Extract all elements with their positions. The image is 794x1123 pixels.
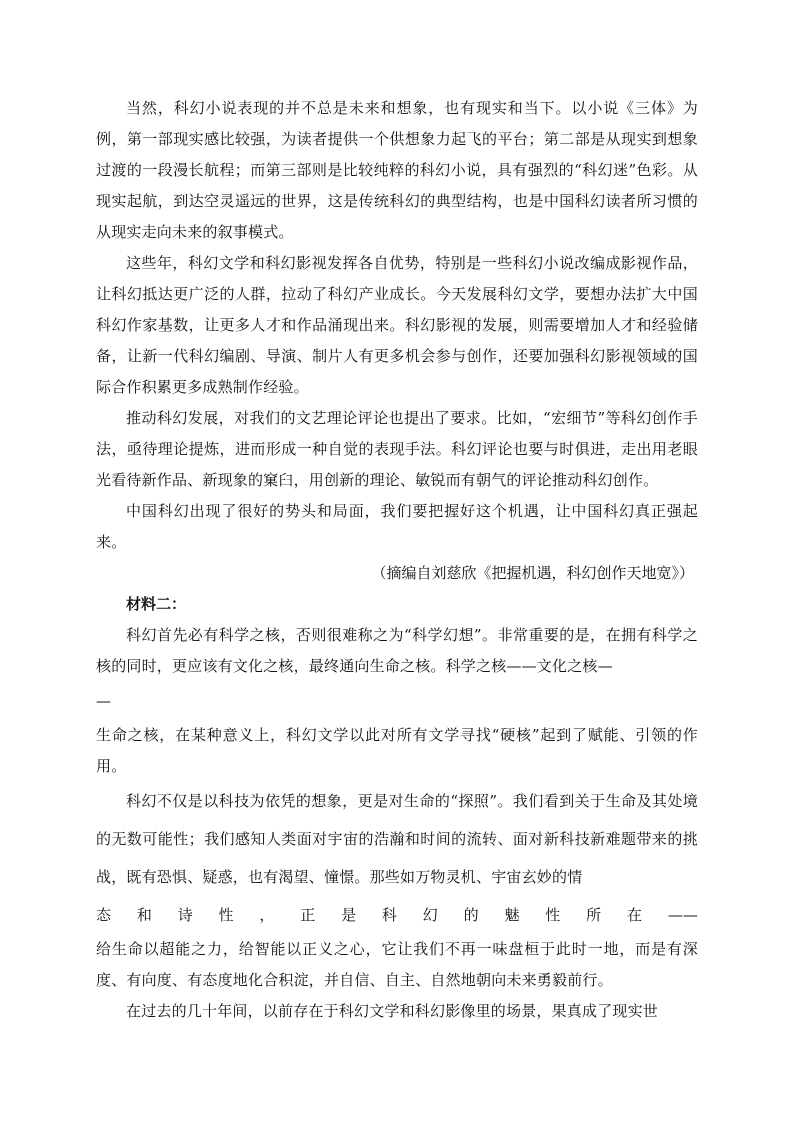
paragraph-4: 中国科幻出现了很好的势头和局面，我们要把握好这个机遇，让中国科幻真正强起来。 xyxy=(96,502,698,551)
spaced-char: 态 xyxy=(96,906,112,924)
material-2-heading: 材料二： xyxy=(126,595,187,613)
spaced-char: 在 xyxy=(626,906,642,924)
paragraph-6-part-a: 科幻不仅是以科技为依凭的想象，更是对生命的“探照”。我们看到关于生命及其处境的无数可能性；我们感知人类面对宇宙的浩瀚和时间的流转、面对新科技新难题带来的挑战，既有恐惧、疑惑，也有渴望、憧憬。那些如万物灵机、宇宙玄妙的情 xyxy=(96,792,698,886)
paragraph-6-part-c: 给生命以超能之力，给智能以正义之心，它让我们不再一味盘桓于此时一地，而是有深度、有向度、有态度地化合积淀，并自信、自主、自然地朝向未来勇毅前行。 xyxy=(96,940,698,989)
source-citation: （摘编自刘慈欣《把握机遇，科幻创作天地宽》） xyxy=(371,564,694,582)
paragraph-5-dash: — xyxy=(96,692,111,710)
spaced-char: —— xyxy=(667,906,698,924)
spaced-char: 的 xyxy=(463,906,479,924)
spaced-char: 性 xyxy=(218,906,234,924)
paragraph-7: 在过去的几十年间，以前存在于科幻文学和科幻影像里的场景，果真成了现实世 xyxy=(126,1002,659,1020)
spaced-char: 性 xyxy=(545,906,561,924)
document-page xyxy=(96,93,698,1027)
paragraph-3: 推动科幻发展，对我们的文艺理论评论也提出了要求。比如，“宏细节”等科幻创作手法，亟待理论提炼，进而形成一种自觉的表现手法。科幻评论也要与时俱进，走出用老眼光看待新作品、新现象的窠臼，用创新的理论、敏锐而有朝气的评论推动科幻创作。 xyxy=(96,409,698,489)
spaced-char: 和 xyxy=(136,906,152,924)
spaced-char: ， xyxy=(259,906,275,924)
spaced-char: 魅 xyxy=(504,906,520,924)
spaced-char: 诗 xyxy=(177,906,193,924)
paragraph-2: 这些年，科幻文学和科幻影视发挥各自优势，特别是一些科幻小说改编成影视作品，让科幻抵达更广泛的人群，拉动了科幻产业成长。今天发展科幻文学，要想办法扩大中国科幻作家基数，让更多人才和作品涌现出来。科幻影视的发展，则需要增加人才和经验储备，让新一代科幻编剧、导演、制片人有更多机会参与创作，还要加强科幻影视领域的国际合作积累更多成熟制作经验。 xyxy=(96,254,698,396)
spaced-char: 所 xyxy=(586,906,602,924)
spaced-char: 科 xyxy=(381,906,397,924)
spaced-char: 是 xyxy=(341,906,357,924)
paragraph-5-part-c: 生命之核，在某种意义上，科幻文学以此对所有文学寻找“硬核”起到了赋能、引领的作用。 xyxy=(96,726,698,775)
spaced-char: 幻 xyxy=(422,906,438,924)
spaced-char: 正 xyxy=(300,906,316,924)
paragraph-6-spaced-line xyxy=(96,896,698,934)
paragraph-1: 当然，科幻小说表现的并不总是未来和想象，也有现实和当下。以小说《三体》为例，第一部现实感比较强，为读者提供一个供想象力起飞的平台；第二部是从现实到想象过渡的一段漫长航程；而第三部则是比较纯粹的科幻小说，具有强烈的“科幻迷”色彩。从现实起航，到达空灵遥远的世界，这是传统科幻的典型结构，也是中国科幻读者所习惯的从现实走向未来的叙事模式。 xyxy=(96,99,698,241)
paragraph-5-part-a: 科幻首先必有科学之核，否则很难称之为“科学幻想”。非常重要的是，在拥有科学之核的同时，更应该有文化之核，最终通向生命之核。科学之核——文化之核— xyxy=(96,626,698,675)
